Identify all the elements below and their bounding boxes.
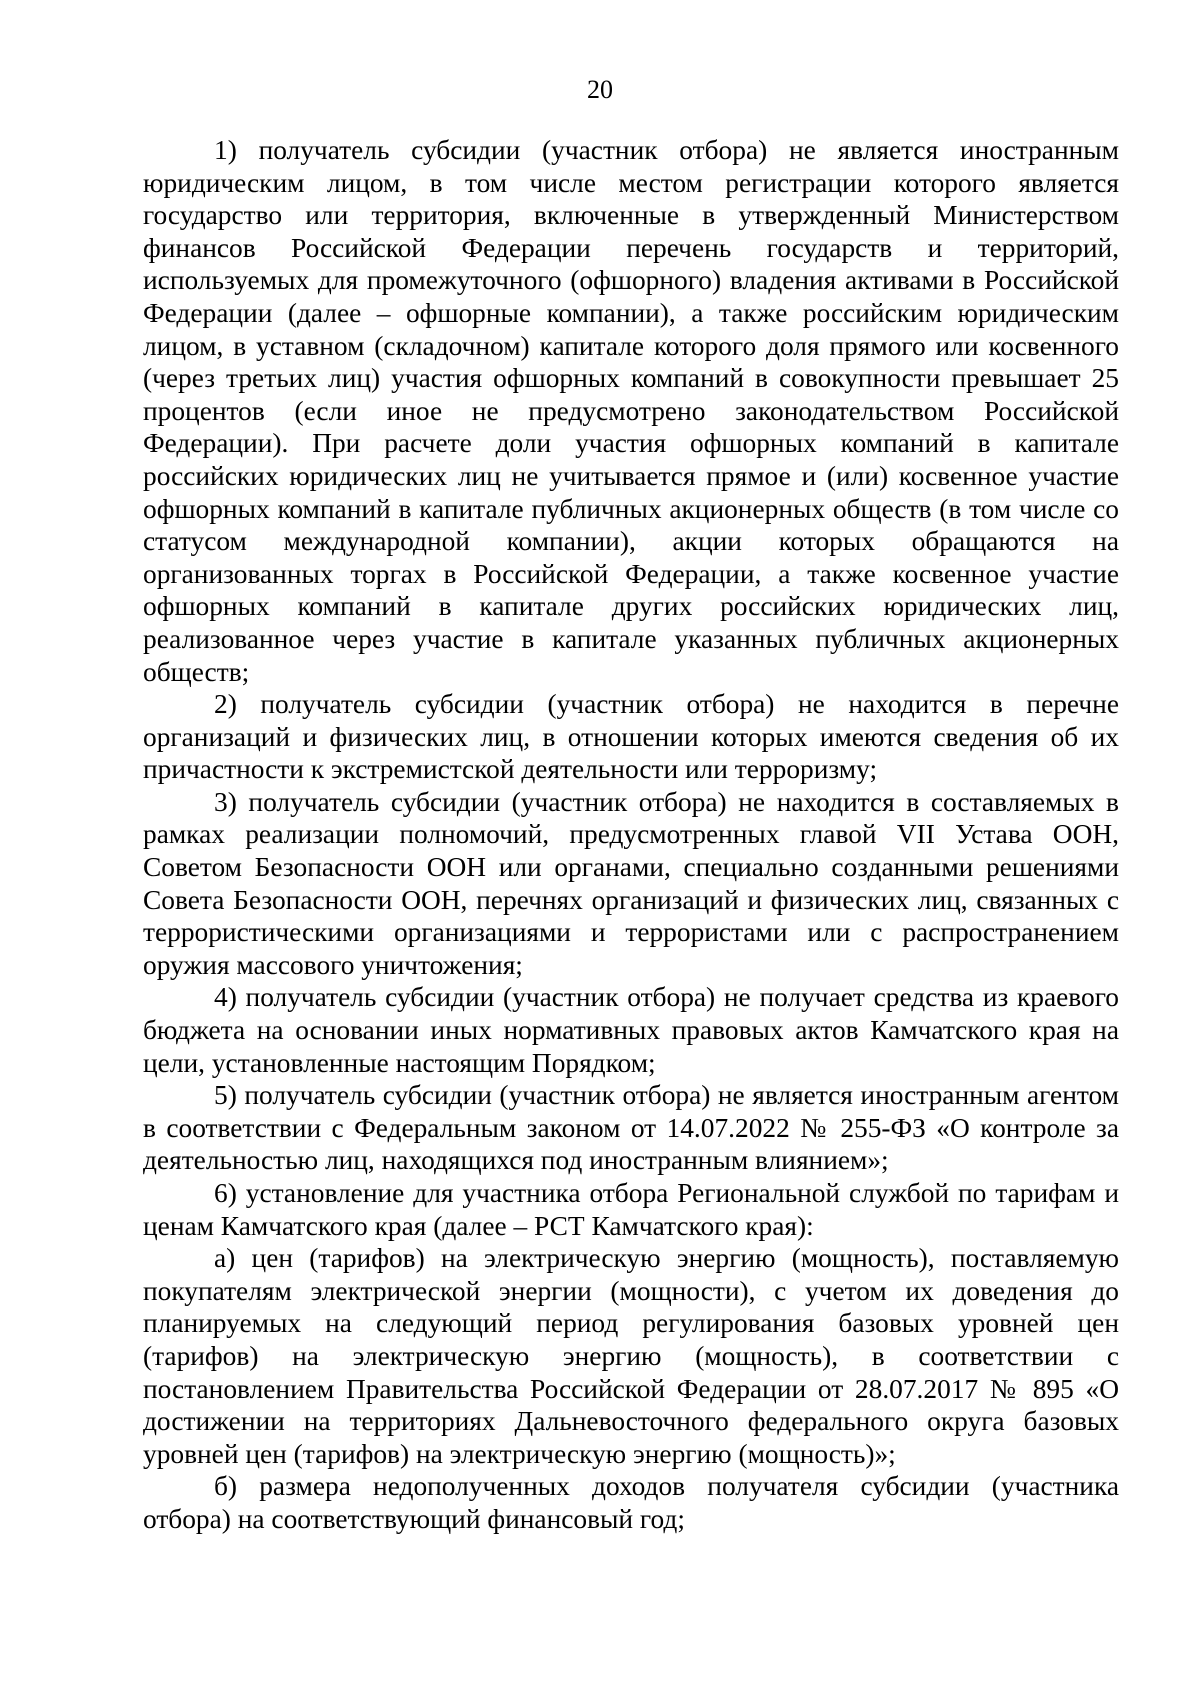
paragraph-item-6: 6) установление для участника отбора Региональной службой по тарифам и ценам Камчатского края (далее – РСТ Камчатского края):: [143, 1178, 1119, 1241]
paragraph-item-5: 5) получатель субсидии (участник отбора) не является иностранным агентом в соответствии с Федеральным законом от 14.07.2022 № 255-ФЗ «О контроле за деятельностью лиц, находящихся под иностранным влиянием»;: [143, 1080, 1119, 1176]
paragraph-subitem-b: б) размера недополученных доходов получателя субсидии (участника отбора) на соответствующий финансовый год;: [143, 1471, 1119, 1534]
paragraph-item-1: 1) получатель субсидии (участник отбора) не является иностранным юридическим лицом, в том числе местом регистрации которого является государство или территория, включенные в утвержденный Министерством финансов Российской Федерации перечень государств и территорий, используемых для промежуточного (офшорного) владения активами в Российской Федерации (далее – офшорные компании), а также российским юридическим лицом, в уставном (складочном) капитале которого доля прямого или косвенного (через третьих лиц) участия офшорных компаний в совокупности превышает 25 процентов (если иное не предусмотрено законодательством Российской Федерации). При расчете доли участия офшорных компаний в капитале российских юридических лиц не учитывается прямое и (или) косвенное участие офшорных компаний в капитале публичных акционерных обществ (в том числе со статусом международной компании), акции которых обращаются на организованных торгах в Российской Федерации, а также косвенное участие офшорных компаний в капитале других российских юридических лиц, реализованное через участие в капитале указанных публичных акционерных обществ;: [143, 135, 1119, 687]
paragraph-item-2: 2) получатель субсидии (участник отбора) не находится в перечне организаций и физических лиц, в отношении которых имеются сведения об их причастности к экстремистской деятельности или терроризму;: [143, 689, 1119, 785]
page-number: 20: [587, 75, 613, 104]
paragraph-item-4: 4) получатель субсидии (участник отбора) не получает средства из краевого бюджета на основании иных нормативных правовых актов Камчатского края на цели, установленные настоящим Порядком;: [143, 982, 1119, 1078]
paragraph-item-3: 3) получатель субсидии (участник отбора) не находится в составляемых в рамках реализации полномочий, предусмотренных главой VII Устава ООН, Советом Безопасности ООН или органами, специально созданными решениями Совета Безопасности ООН, перечнях организаций и физических лиц, связанных с террористическими организациями и террористами или с распространением оружия массового уничтожения;: [143, 786, 1119, 980]
document-body: [143, 134, 1119, 1536]
paragraph-subitem-a: а) цен (тарифов) на электрическую энергию (мощность), поставляемую покупателям электрической энергии (мощности), с учетом их доведения до планируемых на следующий период регулирования базовых уровней цен (тарифов) на электрическую энергию (мощность), в соответствии с постановлением Правительства Российской Федерации от 28.07.2017 № 895 «О достижении на территориях Дальневосточного федерального округа базовых уровней цен (тарифов) на электрическую энергию (мощность)»;: [143, 1243, 1119, 1469]
